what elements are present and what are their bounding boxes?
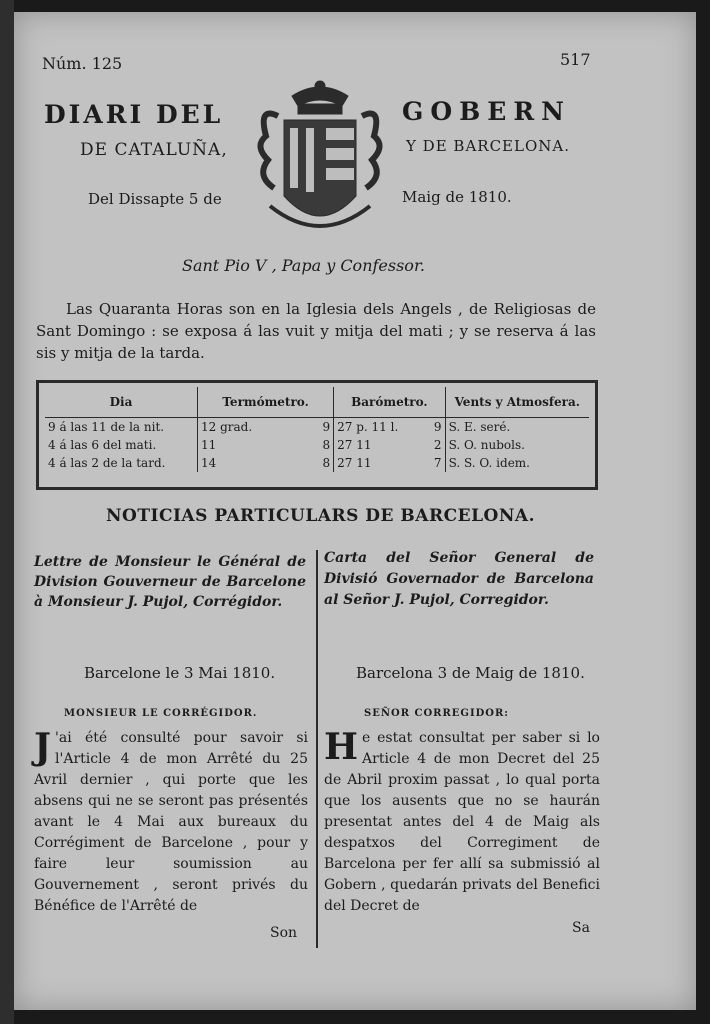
catalan-letter-heading: Carta del Señor General de Divisió Governador de Barcelona al Señor J. Pujol, Corregidor.	[324, 550, 594, 608]
section-title: NOTICIAS PARTICULARS DE BARCELONA.	[106, 506, 536, 526]
catalan-letter-date: Barcelona 3 de Maig de 1810.	[356, 664, 585, 682]
french-letter-date: Barcelone le 3 Mai 1810.	[84, 664, 276, 682]
issue-number: Núm. 125	[42, 54, 123, 73]
cell-baro: 27 11	[337, 438, 372, 452]
cell-dia: 4 á las 2 de la tard.	[45, 454, 198, 472]
col-barometro: Barómetro.	[334, 387, 445, 418]
masthead-date-left: Del Dissapte 5 de	[88, 190, 222, 208]
french-body-text: 'ai été consulté pour savoir si l'Article 4 de mon Arrêté du 25 Avril dernier , qui porte que les absens qui ne se seront pas présentés avant le 4 Mai aux bureaux du Corrégiment de Barcelone , pour y faire leur soumission au Gouvernement , seront privés du Bénéfice de l'Arrêté de	[34, 730, 308, 914]
catalan-catchword: Sa	[572, 920, 590, 936]
cell-temp-frac: 8	[307, 454, 334, 472]
cell-temp-frac: 9	[307, 418, 334, 437]
cell-baro-frac: 9	[426, 418, 445, 437]
page-number: 517	[560, 50, 591, 69]
notice-text: Las Quaranta Horas son en la Iglesia dels Angels , de Religiosas de Sant Domingo : se exposa á las vuit y mitja del mati ; y se reserva á las sis y mitja de la tarda.	[36, 300, 596, 362]
cell-temp: 12 grad.	[201, 420, 253, 434]
cell-dia: 9 á las 11 de la nit.	[45, 418, 198, 437]
cell-baro: 27 11	[337, 456, 372, 470]
coat-of-arms-icon	[248, 76, 392, 246]
catalan-body-text: e estat consultat per saber si lo Article 4 de mon Decret del 25 de Abril proxim passat , lo qual porta que los ausents que no se haurán presentat antes del 4 de Maig als despatxos del Corregiment de Barcelona per fer allí sa submissió al Gobern , quedarán privats del Benefici del Decret de	[324, 730, 600, 914]
weather-row	[45, 454, 589, 472]
forty-hours-notice	[36, 298, 596, 364]
cell-baro: 27 p. 11 l.	[337, 420, 399, 434]
drop-cap: J	[34, 726, 52, 768]
cell-vents: S. O. nubols.	[448, 438, 525, 452]
weather-header-row	[45, 387, 589, 418]
col-dia: Dia	[45, 387, 198, 418]
drop-cap: H	[324, 726, 359, 768]
weather-table	[45, 387, 589, 472]
book-spine	[0, 0, 14, 1024]
masthead-title-right: GOBERN	[402, 97, 571, 126]
masthead-title-left: DIARI DEL	[44, 100, 224, 129]
col-vents: Vents y Atmosfera.	[445, 387, 589, 418]
weather-table-frame	[36, 380, 598, 490]
cell-temp: 11	[201, 438, 217, 452]
cell-vents: S. E. seré.	[448, 420, 511, 434]
french-salutation: MONSIEUR LE CORRÉGIDOR.	[64, 708, 258, 719]
french-catchword: Son	[270, 925, 298, 941]
cell-temp-frac: 8	[307, 436, 334, 454]
masthead-subtitle-left: DE CATALUÑA,	[80, 140, 228, 160]
cell-baro-frac: 7	[426, 454, 445, 472]
weather-row	[45, 436, 589, 454]
cell-dia: 4 á las 6 del mati.	[45, 436, 198, 454]
masthead-subtitle-right: Y DE BARCELONA.	[406, 137, 570, 155]
weather-row	[45, 418, 589, 437]
cell-vents: S. S. O. idem.	[448, 456, 530, 470]
catalan-letter-body	[324, 728, 600, 917]
column-divider	[316, 550, 318, 948]
french-letter-heading: Lettre de Monsieur le Général de Division Gouverneur de Barcelone à Monsieur J. Pujol, Corrégidor.	[34, 554, 306, 610]
masthead-date-right: Maig de 1810.	[402, 188, 512, 206]
french-letter-body	[34, 728, 308, 917]
saint-of-the-day: Sant Pio V , Papa y Confessor.	[182, 256, 425, 275]
cell-temp: 14	[201, 456, 217, 470]
catalan-salutation: SEÑOR CORREGIDOR:	[364, 708, 510, 719]
col-termometro: Termómetro.	[198, 387, 334, 418]
cell-baro-frac: 2	[426, 436, 445, 454]
